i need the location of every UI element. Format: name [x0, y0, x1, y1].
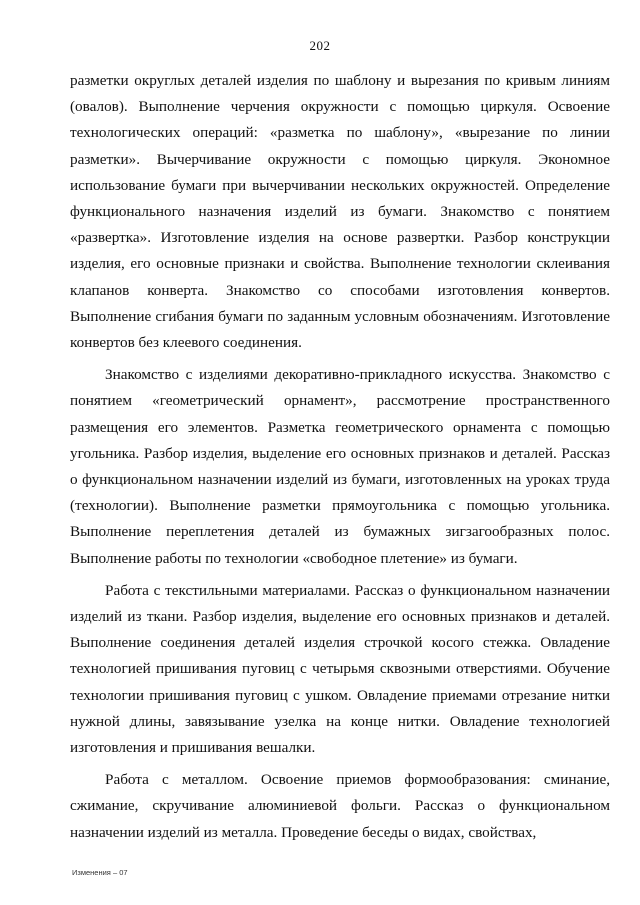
- paragraph-paper-cutting: разметки округлых деталей изделия по шаблону и вырезания по кривым линиям (овалов). Выполнение черчения окружности с помощью циркуля. Освоение технологических операций: «разметка по шаблону», «вырезание по линии разметки». Вычерчивание окружности с помощью циркуля. Экономное использование бумаги при вычерчивании нескольких окружностей. Определение функционального назначения изделий из бумаги. Знакомство с понятием «развертка». Изготовление изделия на основе развертки. Разбор конструкции изделия, его основные признаки и свойства. Выполнение технологии склеивания клапанов конверта. Знакомство со способами изготовления конвертов. Выполнение сгибания бумаги по заданным условным обозначениям. Изготовление конвертов без клеевого соединения.: [70, 72, 610, 352]
- paragraph-ornament: Знакомство с изделиями декоративно-прикладного искусства. Знакомство с понятием «геометрический орнамент», рассмотрение пространственного размещения его элементов. Разметка геометрического орнамента с помощью угольника. Разбор изделия, выделение его основных признаков и деталей. Рассказ о функциональном назначении изделий из бумаги, изготовленных на уроках труда (технологии). Выполнение разметки прямоугольника с помощью угольника. Выполнение переплетения деталей из бумажных зигзагообразных полос. Выполнение работы по технологии «свободное плетение» из бумаги.: [70, 366, 610, 567]
- paragraph-metal: Работа с металлом. Освоение приемов формообразования: сминание, сжимание, скручивание алюминиевой фольги. Рассказ о функциональном назначении изделий из металла. Проведение беседы о видах, свойствах,: [70, 771, 610, 841]
- revision-footer: Изменения – 07: [72, 868, 128, 877]
- page-number: 202: [309, 38, 331, 53]
- document-body: [70, 68, 610, 846]
- paragraph-textile: Работа с текстильными материалами. Рассказ о функциональном назначении изделий из ткани. Разбор изделия, выделение его основных признаков и деталей. Выполнение соединения деталей изделия строчкой косого стежка. Овладение технологией пришивания пуговиц с четырьмя сквозными отверстиями. Обучение технологии пришивания пуговиц с ушком. Овладение приемами отрезание нитки нужной длины, завязывание узелка на конце нитки. Овладение технологией изготовления и пришивания вешалки.: [70, 581, 610, 757]
